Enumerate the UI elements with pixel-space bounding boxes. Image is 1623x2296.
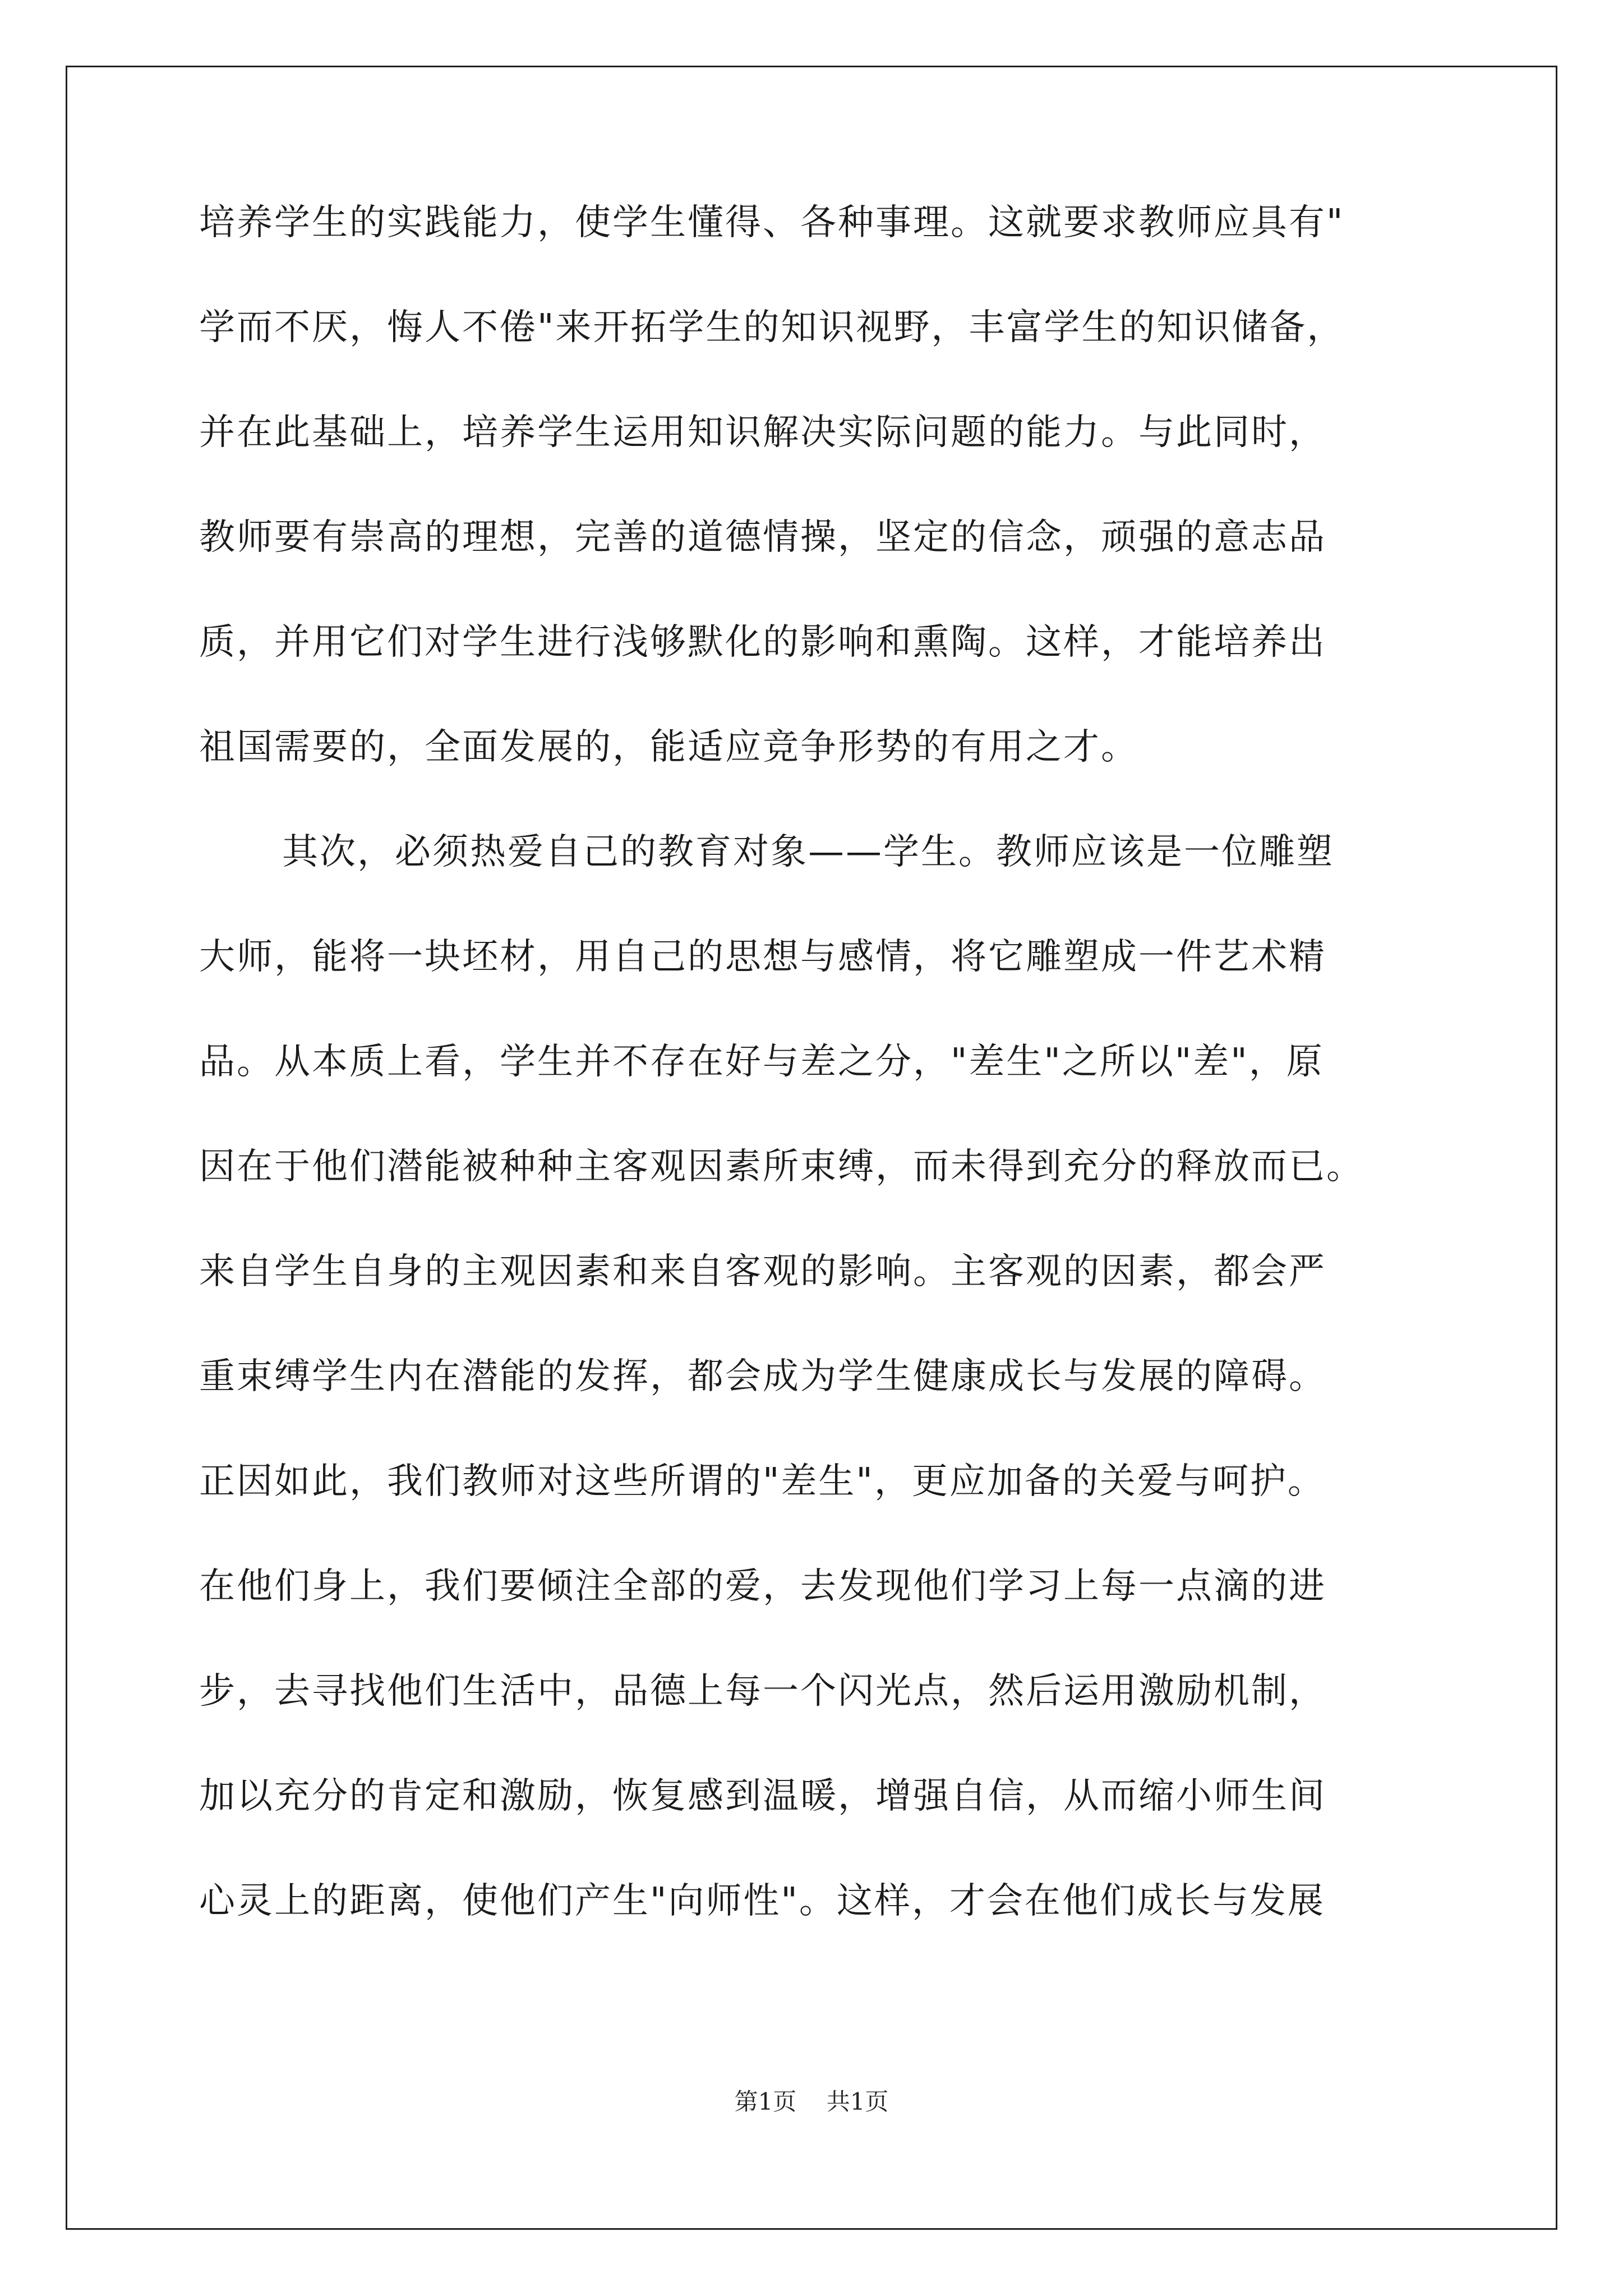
text-line: 教师要有崇高的理想，完善的道德情操，坚定的信念，顽强的意志品 xyxy=(199,517,1326,558)
text-line: 心灵上的距离，使他们产生"向师性"。这样，才会在他们成长与发展 xyxy=(199,1880,1325,1922)
text-line: 大师，能将一块坯材，用自己的思想与感情，将它雕塑成一件艺术精 xyxy=(199,936,1326,978)
text-line: 品。从本质上看，学生并不存在好与差之分，"差生"之所以"差"，原 xyxy=(199,1041,1324,1083)
page-footer xyxy=(0,2083,1623,2117)
text-line: 质，并用它们对学生进行浅够默化的影响和熏陶。这样，才能培养出 xyxy=(199,622,1326,663)
page-total: 共1页 xyxy=(826,2088,889,2115)
text-line: 来自学生自身的主观因素和来自客观的影响。主客观的因素，都会严 xyxy=(199,1251,1326,1292)
page-number: 第1页 xyxy=(734,2088,797,2115)
text-line: 在他们身上，我们要倾注全部的爱，去发现他们学习上每一点滴的进 xyxy=(199,1566,1326,1607)
text-line: 因在于他们潜能被种种主客观因素所束缚，而未得到充分的释放而已。 xyxy=(199,1146,1364,1188)
text-line: 培养学生的实践能力，使学生懂得、各种事理。这就要求教师应具有" xyxy=(199,202,1345,243)
text-line: 正因如此，我们教师对这些所谓的"差生"，更应加备的关爱与呵护。 xyxy=(199,1461,1325,1502)
paragraph-start-line: 其次，必须热爱自己的教育对象——学生。教师应该是一位雕塑 xyxy=(282,831,1334,873)
text-line: 学而不厌，悔人不倦"来开拓学生的知识视野，丰富学生的知识储备， xyxy=(199,307,1345,348)
text-line: 重束缚学生内在潜能的发挥，都会成为学生健康成长与发展的障碍。 xyxy=(199,1356,1326,1397)
text-line: 加以充分的肯定和激励，恢复感到温暖，增强自信，从而缩小师生间 xyxy=(199,1775,1326,1817)
text-line: 祖国需要的，全面发展的，能适应竞争形势的有用之才。 xyxy=(199,726,1138,768)
document-body xyxy=(199,194,1433,1977)
text-line: 步，去寻找他们生活中，品德上每一个闪光点，然后运用激励机制， xyxy=(199,1671,1326,1712)
text-line: 并在此基础上，培养学生运用知识解决实际问题的能力。与此同时， xyxy=(199,412,1326,453)
